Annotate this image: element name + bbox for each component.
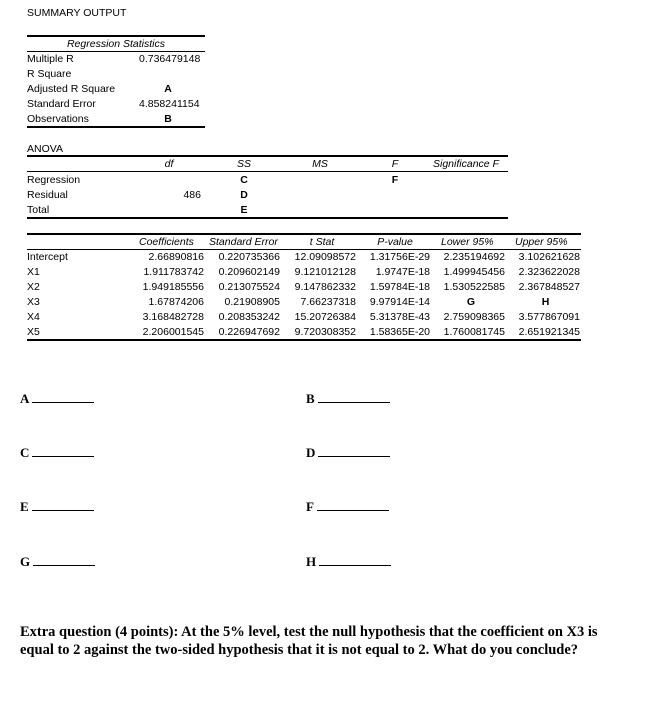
anova-label-total: Total: [27, 204, 50, 216]
coef-cell: 9.147862332: [294, 281, 356, 293]
coef-cell: 2.651921345: [518, 326, 580, 338]
coef-cell: 1.499945456: [443, 266, 505, 278]
anova-header-sig-f: Significance F: [433, 158, 499, 170]
coef-cell: 2.759098365: [443, 311, 505, 323]
coef-cell: 1.59784E-18: [369, 281, 430, 293]
coef-cell: 1.67874206: [148, 296, 204, 308]
coef-cell: 3.168482728: [142, 311, 204, 323]
answer-d: [306, 444, 390, 461]
coef-cell: 2.66890816: [148, 251, 204, 263]
coef-header-upper-95: Upper 95%: [515, 236, 568, 248]
regstats-label-r-square: R Square: [27, 68, 72, 80]
regstats-label-std-error: Standard Error: [27, 98, 96, 110]
answer-a-label: A: [20, 391, 30, 406]
answer-b: [306, 390, 390, 407]
answer-d-label: D: [306, 445, 316, 460]
coef-top-rule: [27, 233, 581, 235]
coef-header-lower-95: Lower 95%: [441, 236, 494, 248]
anova-ss-total: E: [240, 204, 248, 216]
regstats-value-observations: B: [164, 113, 172, 125]
coef-header-std-error: Standard Error: [209, 236, 278, 248]
regstats-bottom-rule: [27, 126, 205, 128]
coef-cell: 1.530522585: [443, 281, 505, 293]
answer-h-label: H: [306, 554, 317, 569]
coef-cell: 0.226947692: [218, 326, 280, 338]
coef-cell: 0.208353242: [218, 311, 280, 323]
coef-header-t-stat: t Stat: [309, 236, 335, 248]
coef-row-label: X3: [27, 296, 40, 308]
coef-bottom-rule: [27, 339, 581, 341]
coef-cell: 0.209602149: [218, 266, 280, 278]
coef-header-coefficients: Coefficients: [139, 236, 194, 248]
coef-cell: 1.9747E-18: [375, 266, 430, 278]
summary-title: SUMMARY OUTPUT: [27, 7, 127, 19]
regstats-value-multiple-r: 0.736479148: [139, 53, 201, 65]
coef-cell: 0.213075524: [218, 281, 280, 293]
coef-cell: 2.367848527: [518, 281, 580, 293]
answer-a-blank[interactable]: [32, 390, 94, 403]
answer-c-blank[interactable]: [32, 444, 94, 457]
anova-label-residual: Residual: [27, 189, 68, 201]
coef-cell: 3.102621628: [518, 251, 580, 263]
coef-cell: H: [541, 296, 550, 308]
coef-cell: 1.911783742: [143, 266, 204, 278]
answer-e: [20, 498, 94, 515]
coef-cell: 1.949185556: [142, 281, 204, 293]
coef-cell: 2.235194692: [443, 251, 505, 263]
anova-df-residual: 486: [183, 189, 201, 201]
anova-title: ANOVA: [27, 143, 63, 155]
answer-g-label: G: [20, 554, 31, 569]
regstats-label-adj-r-square: Adjusted R Square: [27, 83, 116, 95]
anova-header-f: F: [391, 158, 399, 170]
coef-cell: 15.20726384: [294, 311, 356, 323]
answer-e-blank[interactable]: [32, 498, 94, 511]
coef-cell: 7.66237318: [300, 296, 356, 308]
coef-cell: 9.720308352: [294, 326, 356, 338]
coef-row-label: Intercept: [27, 251, 68, 263]
coef-cell: 0.21908905: [224, 296, 280, 308]
anova-bottom-rule: [27, 217, 508, 219]
regstats-value-adj-r-square: A: [164, 83, 172, 95]
coef-row-label: X1: [27, 266, 40, 278]
coef-header-rule: [27, 249, 581, 250]
regstats-value-std-error: 4.858241154: [139, 98, 200, 110]
coef-row-label: X4: [27, 311, 40, 323]
coef-cell: G: [466, 296, 476, 308]
coef-cell: 0.220735366: [218, 251, 280, 263]
answer-b-label: B: [306, 391, 315, 406]
anova-top-rule: [27, 155, 508, 157]
coef-cell: 9.121012128: [294, 266, 356, 278]
regstats-header: Regression Statistics: [66, 38, 166, 50]
answer-c-label: C: [20, 445, 30, 460]
answer-d-blank[interactable]: [318, 444, 390, 457]
anova-header-ms: MS: [312, 158, 328, 170]
anova-ss-regression: C: [240, 174, 248, 186]
coef-cell: 1.31756E-29: [369, 251, 430, 263]
coef-cell: 1.760081745: [443, 326, 505, 338]
answer-f-blank[interactable]: [317, 498, 389, 511]
regstats-label-multiple-r: Multiple R: [27, 53, 74, 65]
regstats-top-rule: [27, 35, 205, 37]
coef-header-p-value: P-value: [377, 236, 413, 248]
answer-f-label: F: [306, 499, 314, 514]
answer-e-label: E: [20, 499, 29, 514]
anova-label-regression: Regression: [27, 174, 81, 186]
answer-h-blank[interactable]: [319, 553, 391, 566]
anova-header-df: df: [164, 158, 174, 170]
coef-cell: 1.58365E-20: [369, 326, 430, 338]
anova-ss-residual: D: [240, 189, 248, 201]
anova-header-rule: [27, 171, 508, 172]
coef-cell: 9.97914E-14: [369, 296, 430, 308]
coef-row-label: X2: [27, 281, 40, 293]
coef-cell: 2.323622028: [518, 266, 580, 278]
answer-b-blank[interactable]: [318, 390, 390, 403]
anova-header-ss: SS: [236, 158, 251, 170]
regstats-label-observations: Observations: [27, 113, 89, 125]
answer-c: [20, 444, 94, 461]
answer-h: [306, 553, 391, 570]
coef-cell: 5.31378E-43: [369, 311, 430, 323]
coef-cell: 12.09098572: [294, 251, 356, 263]
answer-f: [306, 498, 389, 515]
coef-cell: 2.206001545: [142, 326, 204, 338]
extra-question: Extra question (4 points): At the 5% level, test the null hypothesis that the coefficient on X3 is equal to 2 against the two-sided hypothesis that it is not equal to 2. What do you conclude?: [20, 624, 598, 658]
answer-g: [20, 553, 95, 570]
answer-a: [20, 390, 94, 407]
regstats-header-rule: [27, 51, 205, 52]
anova-f-regression: F: [391, 174, 399, 186]
coef-row-label: X5: [27, 326, 40, 338]
answer-g-blank[interactable]: [33, 553, 95, 566]
coef-cell: 3.577867091: [518, 311, 580, 323]
